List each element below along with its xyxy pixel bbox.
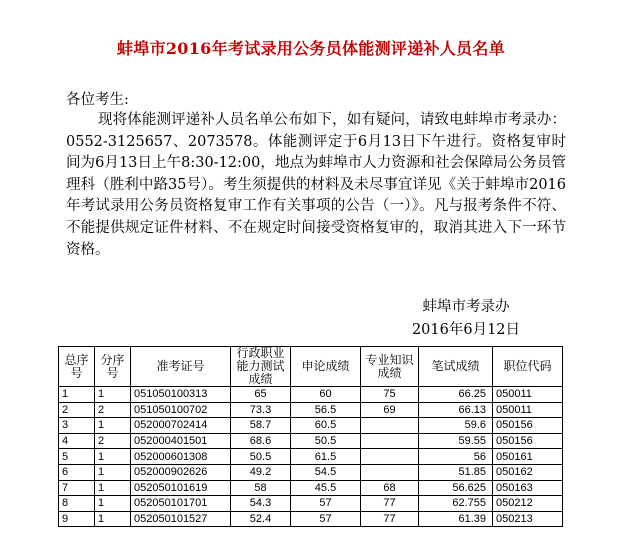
cell-col-total-no: 4 bbox=[59, 433, 95, 449]
table-row bbox=[59, 433, 563, 449]
cell-col-position-code: 050162 bbox=[493, 464, 563, 480]
cell-col-aptitude-score: 50.5 bbox=[231, 449, 291, 465]
table-body bbox=[59, 387, 563, 527]
cell-col-ticket-no: 052000401501 bbox=[131, 433, 231, 449]
cell-col-ticket-no: 051050100313 bbox=[131, 387, 231, 403]
cell-col-position-code: 050011 bbox=[493, 402, 563, 418]
cell-col-aptitude-score: 68.6 bbox=[231, 433, 291, 449]
cell-col-essay-score: 60.5 bbox=[291, 418, 361, 434]
cell-col-written-score: 62.755 bbox=[419, 496, 493, 512]
cell-col-aptitude-score: 58 bbox=[231, 480, 291, 496]
cell-col-professional-score bbox=[361, 418, 419, 434]
header-col-total-no: 总序号 bbox=[59, 347, 95, 387]
cell-col-written-score: 51.85 bbox=[419, 464, 493, 480]
cell-col-ticket-no: 052050101527 bbox=[131, 511, 231, 527]
cell-col-essay-score: 57 bbox=[291, 496, 361, 512]
candidate-table bbox=[58, 346, 563, 527]
cell-col-ticket-no: 052000601308 bbox=[131, 449, 231, 465]
salutation: 各位考生: bbox=[66, 92, 129, 108]
header-col-ticket-no: 准考证号 bbox=[131, 347, 231, 387]
cell-col-aptitude-score: 49.2 bbox=[231, 464, 291, 480]
header-col-professional-score: 专业知识成绩 bbox=[361, 347, 419, 387]
cell-col-professional-score bbox=[361, 464, 419, 480]
cell-col-ticket-no: 052000702414 bbox=[131, 418, 231, 434]
cell-col-total-no: 6 bbox=[59, 464, 95, 480]
cell-col-position-code: 050011 bbox=[493, 387, 563, 403]
table-row bbox=[59, 480, 563, 496]
header-col-aptitude-score: 行政职业能力测试成绩 bbox=[231, 347, 291, 387]
cell-col-total-no: 2 bbox=[59, 402, 95, 418]
cell-col-position-code: 050212 bbox=[493, 496, 563, 512]
cell-col-written-score: 56.625 bbox=[419, 480, 493, 496]
cell-col-essay-score: 60 bbox=[291, 387, 361, 403]
header-col-position-code: 职位代码 bbox=[493, 347, 563, 387]
cell-col-written-score: 61.39 bbox=[419, 511, 493, 527]
cell-col-professional-score: 77 bbox=[361, 511, 419, 527]
cell-col-position-code: 050156 bbox=[493, 433, 563, 449]
table-row bbox=[59, 449, 563, 465]
cell-col-sub-no: 1 bbox=[95, 449, 131, 465]
cell-col-essay-score: 50.5 bbox=[291, 433, 361, 449]
cell-col-professional-score: 68 bbox=[361, 480, 419, 496]
cell-col-aptitude-score: 58.7 bbox=[231, 418, 291, 434]
issue-date: 2016年6月12日 bbox=[411, 322, 521, 338]
table-row bbox=[59, 496, 563, 512]
cell-col-sub-no: 1 bbox=[95, 480, 131, 496]
header-col-essay-score: 申论成绩 bbox=[291, 347, 361, 387]
cell-col-total-no: 8 bbox=[59, 496, 95, 512]
cell-col-written-score: 59.55 bbox=[419, 433, 493, 449]
cell-col-aptitude-score: 52.4 bbox=[231, 511, 291, 527]
cell-col-sub-no: 1 bbox=[95, 387, 131, 403]
cell-col-essay-score: 45.5 bbox=[291, 480, 361, 496]
table-row bbox=[59, 418, 563, 434]
cell-col-essay-score: 61.5 bbox=[291, 449, 361, 465]
cell-col-written-score: 59.6 bbox=[419, 418, 493, 434]
table-row bbox=[59, 511, 563, 527]
cell-col-total-no: 1 bbox=[59, 387, 95, 403]
header-col-written-score: 笔试成绩 bbox=[419, 347, 493, 387]
cell-col-total-no: 7 bbox=[59, 480, 95, 496]
issuer: 蚌埠市考录办 bbox=[422, 299, 510, 315]
cell-col-position-code: 050156 bbox=[493, 418, 563, 434]
cell-col-total-no: 3 bbox=[59, 418, 95, 434]
cell-col-professional-score: 77 bbox=[361, 496, 419, 512]
cell-col-written-score: 66.25 bbox=[419, 387, 493, 403]
cell-col-position-code: 050163 bbox=[493, 480, 563, 496]
cell-col-sub-no: 1 bbox=[95, 496, 131, 512]
cell-col-professional-score: 69 bbox=[361, 402, 419, 418]
table-row bbox=[59, 387, 563, 403]
cell-col-ticket-no: 052000902626 bbox=[131, 464, 231, 480]
cell-col-ticket-no: 052050101701 bbox=[131, 496, 231, 512]
page-title: 蚌埠市2016年考试录用公务员体能测评递补人员名单 bbox=[116, 39, 506, 58]
cell-col-sub-no: 2 bbox=[95, 433, 131, 449]
cell-col-ticket-no: 051050100702 bbox=[131, 402, 231, 418]
cell-col-essay-score: 56.5 bbox=[291, 402, 361, 418]
cell-col-aptitude-score: 65 bbox=[231, 387, 291, 403]
cell-col-ticket-no: 052050101619 bbox=[131, 480, 231, 496]
cell-col-aptitude-score: 73.3 bbox=[231, 402, 291, 418]
cell-col-sub-no: 1 bbox=[95, 464, 131, 480]
cell-col-total-no: 9 bbox=[59, 511, 95, 527]
cell-col-sub-no: 1 bbox=[95, 511, 131, 527]
cell-col-total-no: 5 bbox=[59, 449, 95, 465]
header-col-sub-no: 分序号 bbox=[95, 347, 131, 387]
cell-col-professional-score bbox=[361, 449, 419, 465]
cell-col-written-score: 66.13 bbox=[419, 402, 493, 418]
notice-body: 现将体能测评递补人员名单公布如下，如有疑问，请致电蚌埠市考录办：0552-3125657、2073578。体能测评定于6月13日下午进行。资格复审时间为6月13日上午8:30-12:00，地点为蚌埠市人力资源和社会保障局公务员管理科（胜利中路35号）。考生须提供的材料及未尽事宜详见《关于蚌埠市2016年考试录用公务员资格复审工作有关事项的公告（一）》。凡与报考条件不符、不能提供规定证件材料、不在规定时间接受资格复审的，取消其进入下一环节资格。 bbox=[66, 112, 566, 258]
cell-col-position-code: 050213 bbox=[493, 511, 563, 527]
table-header-row bbox=[59, 347, 563, 387]
cell-col-professional-score bbox=[361, 433, 419, 449]
cell-col-professional-score: 75 bbox=[361, 387, 419, 403]
cell-col-sub-no: 2 bbox=[95, 402, 131, 418]
cell-col-sub-no: 1 bbox=[95, 418, 131, 434]
cell-col-aptitude-score: 54.3 bbox=[231, 496, 291, 512]
table-row bbox=[59, 464, 563, 480]
cell-col-position-code: 050161 bbox=[493, 449, 563, 465]
cell-col-essay-score: 57 bbox=[291, 511, 361, 527]
cell-col-essay-score: 54.5 bbox=[291, 464, 361, 480]
table-row bbox=[59, 402, 563, 418]
cell-col-written-score: 56 bbox=[419, 449, 493, 465]
